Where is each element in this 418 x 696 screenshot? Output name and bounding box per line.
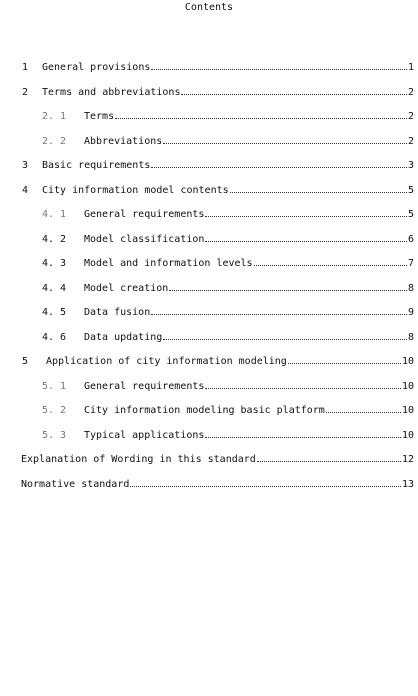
toc-entry-label: Explanation of Wording in this standard [21,454,256,465]
toc-entry-label: General requirements [84,209,205,220]
toc-entry-label: Model creation [84,282,169,294]
toc-entry-number: 4. 1 [42,209,67,220]
toc-entry-number: 5. 1 [42,380,67,392]
toc-entry-page: 7 [407,258,414,269]
dot-leader [257,461,401,462]
toc-entry-page: 9 [407,307,414,318]
toc-entry-number: 4. 6 [42,331,67,343]
toc-subentry[interactable] [0,331,418,356]
toc-subentry[interactable] [0,404,418,429]
toc-subentry[interactable] [0,429,418,454]
toc-entry-number: 1 [22,62,29,73]
toc-subentry[interactable] [0,208,418,233]
toc-entry-label: General requirements [84,380,205,392]
toc-entry-label: Model classification [84,233,205,245]
table-of-contents [0,61,418,502]
toc-entry-number: 5. 3 [42,429,67,441]
toc-entry-label: Data fusion [84,307,151,318]
toc-entry-label: Basic requirements [42,160,151,171]
toc-entry-number: 4. 5 [42,307,67,318]
dot-leader [205,388,401,389]
toc-entry-page: 8 [407,282,414,294]
toc-entry-label: Application of city information modeling [46,356,287,367]
toc-entry-page: 10 [401,380,414,392]
dot-leader [254,265,407,266]
toc-entry-page: 5 [407,209,414,220]
dot-leader [163,339,407,340]
dot-leader [151,167,407,168]
toc-entry-label: Model and information levels [84,258,253,269]
dot-leader [130,486,401,487]
toc-subentry[interactable] [0,306,418,331]
toc-entry-page: 8 [407,331,414,343]
dot-leader [151,69,407,70]
toc-entry-page: 2 [407,111,414,122]
toc-entry[interactable] [0,86,418,111]
toc-entry-page: 13 [401,478,414,490]
toc-subentry[interactable] [0,282,418,307]
toc-entry-number: 5 [22,356,29,367]
toc-entry-label: Terms [84,111,115,122]
toc-entry-number: 4. 3 [42,258,67,269]
toc-entry[interactable] [0,478,418,503]
toc-entry-label: Terms and abbreviations [42,86,181,98]
toc-entry-label: General provisions [42,62,151,73]
dot-leader [288,363,401,364]
toc-entry-number: 5. 2 [42,405,67,416]
dot-leader [230,192,407,193]
toc-entry-label: Abbreviations [84,135,163,147]
toc-entry-page: 1 [407,62,414,73]
toc-entry-page: 10 [401,429,414,441]
toc-subentry[interactable] [0,135,418,160]
toc-entry-number: 4. 2 [42,233,67,245]
toc-entry-label: Data updating [84,331,163,343]
toc-entry-number: 2. 2 [42,135,67,147]
dot-leader [326,412,401,413]
toc-entry[interactable] [0,184,418,209]
toc-entry-page: 3 [407,160,414,171]
toc-entry[interactable] [0,159,418,184]
dot-leader [181,94,406,95]
toc-subentry[interactable] [0,233,418,258]
toc-entry-number: 4 [22,184,29,196]
toc-entry-page: 2 [407,86,414,98]
toc-entry-page: 10 [401,356,414,367]
dot-leader [151,314,407,315]
toc-entry-number: 3 [22,160,29,171]
toc-entry-page: 5 [407,184,414,196]
toc-entry-page: 10 [401,405,414,416]
toc-entry-label: Typical applications [84,429,205,441]
toc-entry-page: 6 [407,233,414,245]
toc-entry-number: 2 [22,86,29,98]
dot-leader [205,216,407,217]
toc-subentry[interactable] [0,257,418,282]
dot-leader [163,143,407,144]
toc-entry-page: 12 [401,454,414,465]
page-title: Contents [184,2,234,13]
dot-leader [115,118,407,119]
toc-entry[interactable] [0,61,418,86]
toc-subentry[interactable] [0,110,418,135]
toc-entry[interactable] [0,453,418,478]
toc-entry-number: 2. 1 [42,111,67,122]
dot-leader [205,437,401,438]
toc-entry-label: Normative standard [21,478,130,490]
dot-leader [205,241,407,242]
dot-leader [169,290,407,291]
toc-subentry[interactable] [0,380,418,405]
toc-entry-label: City information modeling basic platform [84,405,325,416]
toc-entry-page: 2 [407,135,414,147]
toc-entry-label: City information model contents [42,184,229,196]
toc-entry-number: 4. 4 [42,282,67,294]
toc-entry[interactable] [0,355,418,380]
